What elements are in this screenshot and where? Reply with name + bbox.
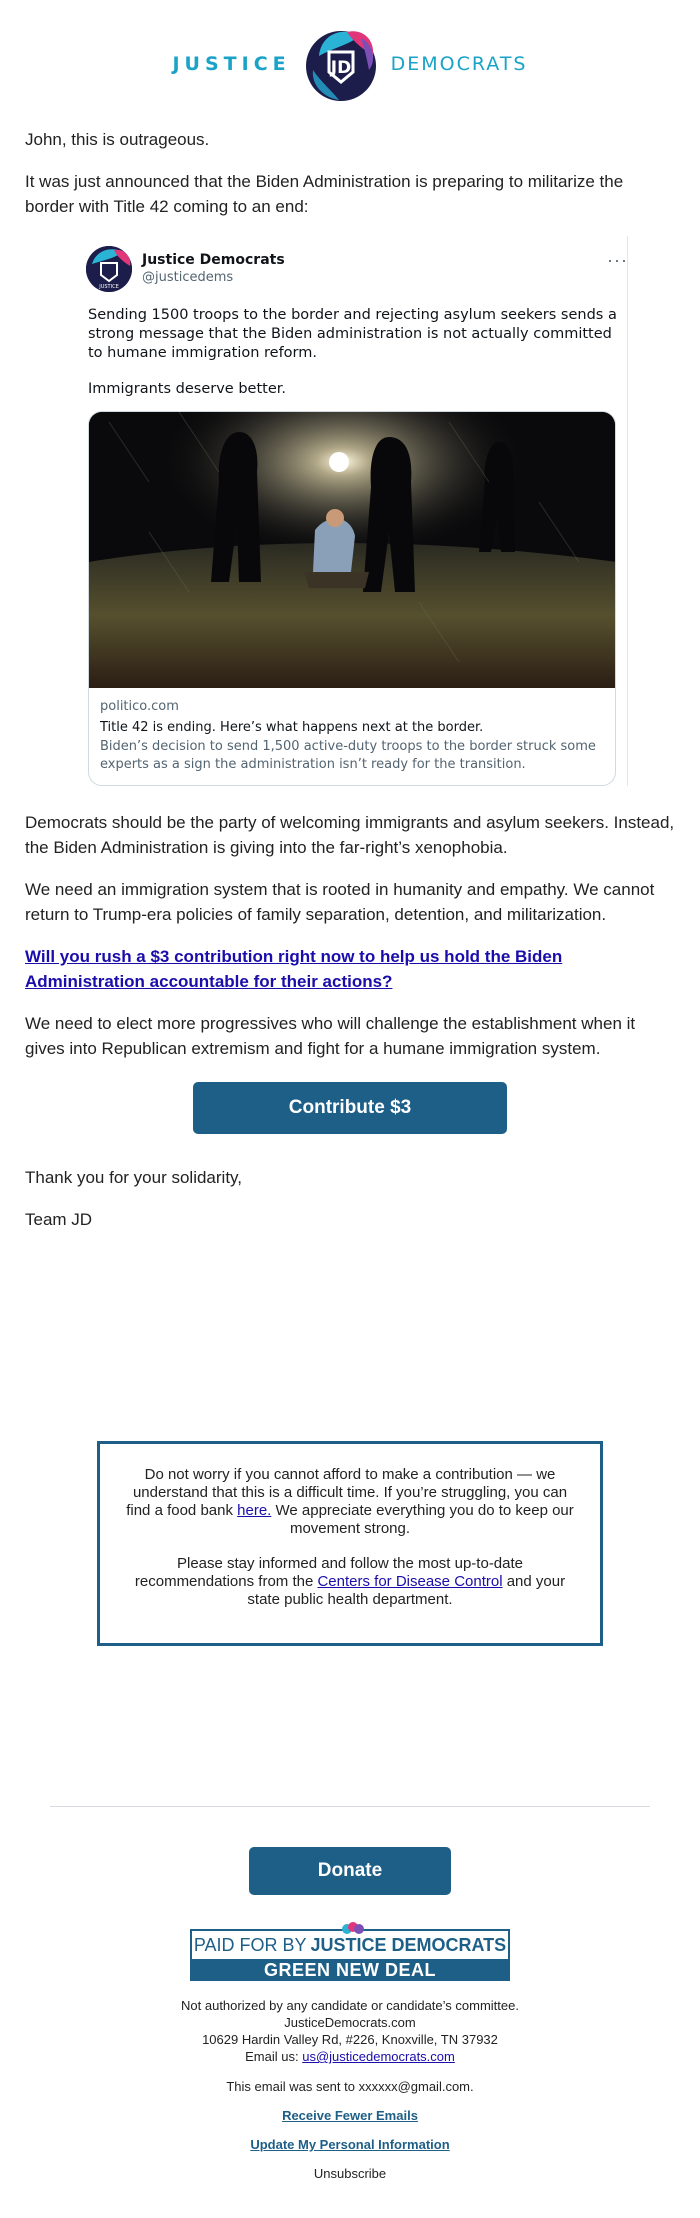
cta-paragraph bbox=[25, 944, 675, 994]
border-night-photo bbox=[89, 412, 616, 688]
logo-badge-letters: JD bbox=[330, 58, 351, 78]
announcement-text: It was just announced that the Biden Administration is preparing to militarize the border with Title 42 coming to an end: bbox=[25, 172, 624, 216]
link-card-domain: politico.com bbox=[100, 699, 179, 714]
tweet-author-name[interactable]: Justice Democrats bbox=[142, 252, 285, 268]
link-card-description: Biden’s decision to send 1,500 active-duty troops to the border struck some experts as a sign the administration isn’t ready for the transition. bbox=[100, 739, 596, 772]
hardship-notice-box bbox=[97, 1441, 603, 1646]
cdc-link[interactable]: Centers for Disease Control bbox=[317, 1573, 503, 1590]
contribute-button[interactable]: Contribute $3 bbox=[193, 1082, 507, 1134]
food-bank-link[interactable]: here. bbox=[237, 1502, 272, 1519]
tweet-text: Sending 1500 troops to the border and rejecting asylum seekers sends a strong message that the Biden administration is not actually committed to humane immigration reform. bbox=[88, 307, 617, 361]
contribution-cta-link[interactable]: Will you rush a $3 contribution right now to help us hold the Biden Administration accountable for their actions? bbox=[25, 947, 563, 991]
footer-address: 10629 Hardin Valley Rd, #226, Knoxville, TN 37932 bbox=[202, 2032, 498, 2047]
logo-badge-icon bbox=[303, 26, 379, 102]
update-personal-info-link[interactable]: Update My Personal Information bbox=[250, 2137, 450, 2152]
paid-for-org: JUSTICE DEMOCRATS bbox=[310, 1934, 507, 1955]
notice-paragraph-2: Please stay informed and follow the most up-to-date recommendations from the Centers for Disease Control and your state public health department. bbox=[134, 1555, 566, 1608]
body-paragraph-3: We need to elect more progressives who will challenge the establishment when it gives into Republican extremism and fight for a humane immigration system. bbox=[25, 1014, 636, 1058]
footer-website: JusticeDemocrats.com bbox=[284, 2015, 416, 2030]
footer-disclaimer: Not authorized by any candidate or candidate’s committee. bbox=[181, 1998, 519, 2013]
unsubscribe-link[interactable]: Unsubscribe bbox=[313, 2166, 387, 2181]
tweet-author-handle[interactable]: @justicedems bbox=[142, 270, 234, 285]
sent-to-notice: This email was sent to xxxxxx@gmail.com. bbox=[226, 2079, 474, 2094]
link-card-title: Title 42 is ending. Here’s what happens next at the border. bbox=[100, 720, 484, 735]
banner-flower-icon bbox=[339, 1921, 365, 1935]
link-preview-card[interactable] bbox=[88, 411, 616, 786]
green-new-deal-banner: GREEN NEW DEAL bbox=[190, 1959, 510, 1981]
signature: Team JD bbox=[25, 1210, 93, 1229]
footer-email-line: Email us: us@justicedemocrats.com bbox=[245, 2049, 455, 2064]
donate-button[interactable]: Donate bbox=[249, 1847, 451, 1895]
footer-email-link[interactable]: us@justicedemocrats.com bbox=[302, 2049, 455, 2064]
greeting: John, this is outrageous. bbox=[25, 130, 210, 149]
embedded-tweet[interactable] bbox=[56, 236, 628, 786]
tweet-text-closing: Immigrants deserve better. bbox=[88, 381, 286, 397]
tweet-avatar-wordmark: JUSTICE bbox=[99, 284, 119, 290]
logo-word-justice: JUSTICE bbox=[172, 53, 291, 75]
thanks-text: Thank you for your solidarity, bbox=[25, 1168, 242, 1187]
header-logo[interactable] bbox=[0, 0, 700, 118]
notice-paragraph-1: Do not worry if you cannot afford to make a contribution — we understand that this is a difficult time. If you’re struggling, you can find a food bank here. We appreciate everything you do to keep our movement strong. bbox=[126, 1466, 574, 1537]
email-footer bbox=[0, 1997, 700, 2182]
tweet-avatar[interactable] bbox=[86, 246, 132, 292]
more-options-icon[interactable]: ··· bbox=[607, 250, 628, 270]
body-paragraph-1: Democrats should be the party of welcoming immigrants and asylum seekers. Instead, the Biden Administration is giving into the far-right’s xenophobia. bbox=[25, 813, 675, 857]
paid-for-prefix: PAID FOR BY bbox=[193, 1934, 307, 1955]
body-paragraph-2: We need an immigration system that is rooted in humanity and empathy. We cannot return to Trump-era policies of family separation, detention, and militarization. bbox=[25, 880, 655, 924]
receive-fewer-emails-link[interactable]: Receive Fewer Emails bbox=[282, 2108, 418, 2123]
logo-word-democrats: DEMOCRATS bbox=[390, 53, 528, 75]
footer-divider bbox=[50, 1806, 650, 1807]
paid-for-by-banner bbox=[190, 1929, 510, 1981]
